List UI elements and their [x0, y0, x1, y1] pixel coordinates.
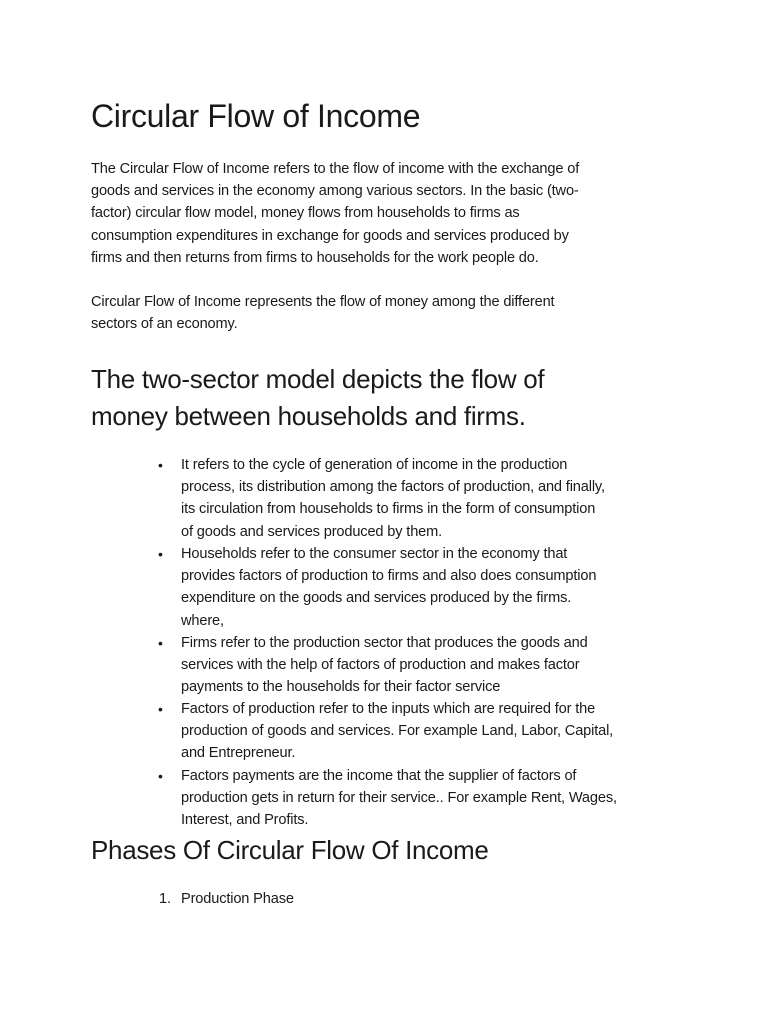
- text-line: and Entrepreneur.: [181, 745, 296, 762]
- text-line: process, its distribution among the factors of production, and finally,: [181, 479, 605, 496]
- bullet-icon: •: [158, 457, 163, 473]
- text-line: Factors of production refer to the inputs which are required for the: [181, 701, 596, 717]
- list-number: 1.: [159, 891, 171, 907]
- text-line: where,: [181, 612, 224, 629]
- page-title: Circular Flow of Income: [91, 98, 421, 134]
- text-line: Firms refer to the production sector that produces the goods and: [181, 635, 588, 651]
- intro-paragraph: [91, 158, 579, 269]
- text-line: services with the help of factors of production and makes factor: [181, 657, 580, 674]
- text-line: Households refer to the consumer sector in the economy that: [181, 546, 568, 562]
- text-line: Circular Flow of Income represents the flow of money among the different: [91, 294, 555, 310]
- bullet-icon: •: [158, 701, 163, 717]
- list-item: [158, 632, 588, 699]
- section-heading-two-sector: [91, 361, 544, 435]
- list-item: [158, 454, 605, 543]
- text-line: consumption expenditures in exchange for goods and services produced by: [91, 227, 569, 244]
- list-item: [158, 765, 617, 832]
- text-line: factor) circular flow model, money flows from households to firms as: [91, 205, 520, 222]
- text-line: provides factors of production to firms and also does consumption: [181, 568, 597, 585]
- text-line: firms and then returns from firms to households for the work people do.: [91, 249, 539, 266]
- text-line: production of goods and services. For example Land, Labor, Capital,: [181, 723, 614, 740]
- text-line: of goods and services produced by them.: [181, 523, 443, 540]
- text-line: payments to the households for their factor service: [181, 679, 501, 696]
- heading-line: The two-sector model depicts the flow of: [91, 364, 545, 394]
- text-line: sectors of an economy.: [91, 316, 238, 333]
- text-line: goods and services in the economy among various sectors. In the basic (two-: [91, 183, 579, 200]
- bullet-icon: •: [158, 635, 163, 651]
- text-line: its circulation from households to firms in the form of consumption: [181, 501, 596, 518]
- text-line: Factors payments are the income that the supplier of factors of: [181, 768, 577, 784]
- bullet-icon: •: [158, 546, 163, 562]
- text-line: It refers to the cycle of generation of income in the production: [181, 457, 568, 473]
- second-paragraph: [91, 291, 554, 335]
- text-line: The Circular Flow of Income refers to the flow of income with the exchange of: [91, 161, 580, 177]
- bullet-icon: •: [158, 768, 163, 784]
- section-heading-phases: Phases Of Circular Flow Of Income: [91, 835, 489, 865]
- text-line: Interest, and Profits.: [181, 812, 309, 829]
- heading-line: money between households and firms.: [91, 401, 526, 431]
- list-item-label: Production Phase: [181, 891, 294, 907]
- list-item: [158, 698, 614, 765]
- list-item: [158, 543, 597, 632]
- ordered-list-item: [159, 888, 294, 910]
- text-line: production gets in return for their service.. For example Rent, Wages,: [181, 790, 617, 807]
- text-line: expenditure on the goods and services produced by the firms.: [181, 590, 572, 607]
